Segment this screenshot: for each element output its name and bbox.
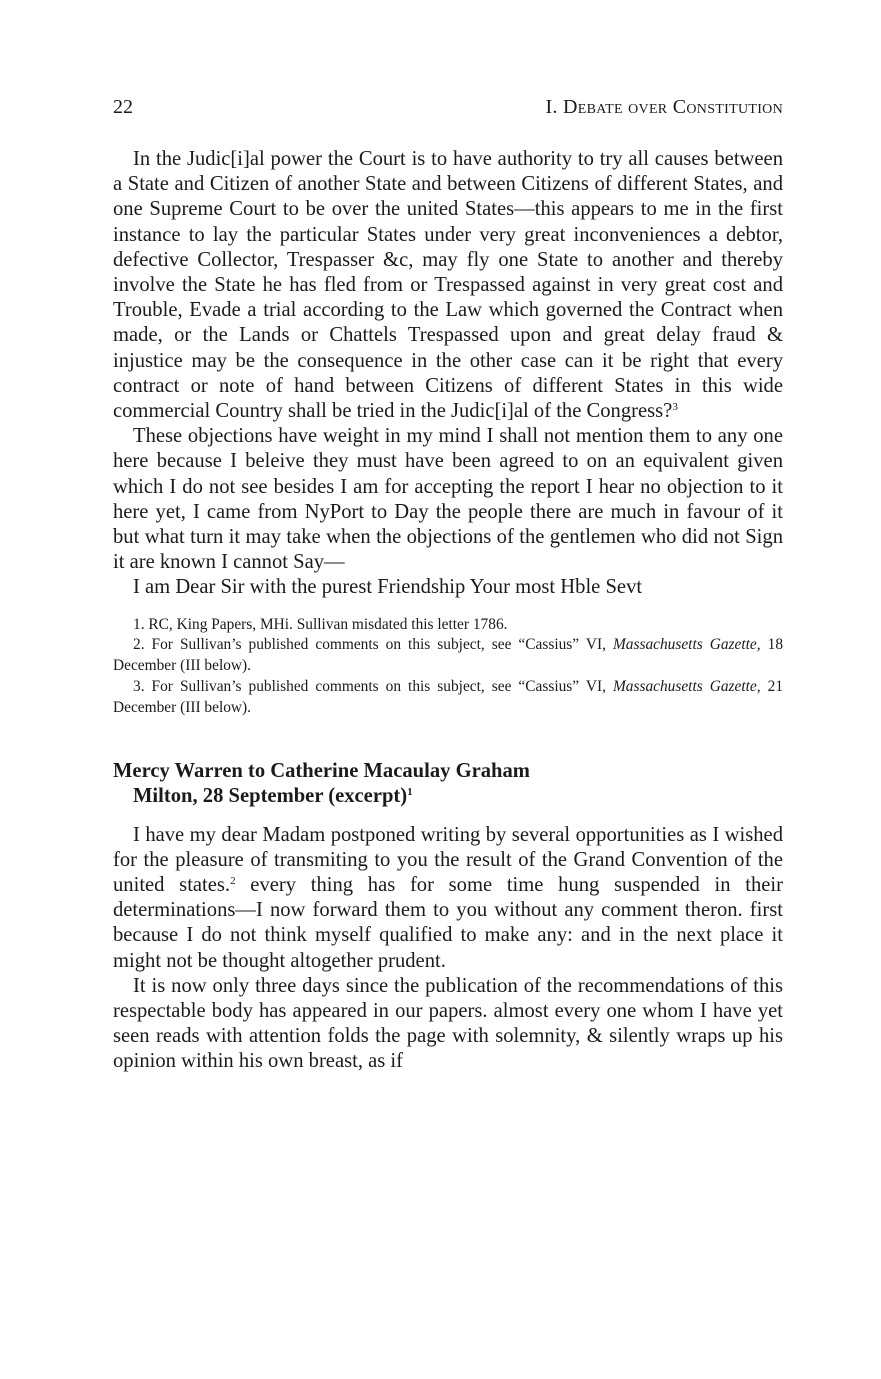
heading-dateline-text: Milton, 28 September (excerpt)	[133, 784, 408, 807]
running-title: I. Debate over Constitution	[545, 96, 783, 118]
document-page	[113, 96, 783, 1075]
letter-warren-body	[113, 823, 783, 1075]
paragraph-text-continued: every thing has for some time hung suspended in their determinations—I now forward them to you without any comment theron. first because I do not think myself qualified to make any: and in the next place it might not be thought altogether prudent.	[113, 874, 784, 972]
paragraph-text: In the Judic[i]al power the Court is to have authority to try all causes between a State and Citizen of another State and between Citizens of different States, and one Supreme Court to be over the united States—this appears to me in the first instance to lay the particular States under very great inconveniences a debtor, defective Collector, Trespasser &c, may fly one State to another and thereby involve the State he has fled from or Trespassed against in very great cost and Trouble, Evade a trial according to the Law which governed the Contract when made, or the Lands or Chattels Trespassed upon and great delay fraud & injustice may be the consequence in the other case can it be right that every contract or note of hand between Citizens of different States in this wide commercial Country shall be tried in the Judic[i]al of the Congress?	[113, 148, 783, 423]
heading-dateline	[113, 784, 783, 809]
footnote-ref: 1	[407, 785, 413, 798]
paragraph-text: I have my dear Madam postponed writing by several opportunities as I wished for the pleasure of transmiting to you the result of the Grand Convention of the united states.	[113, 823, 783, 897]
footnote-italic-source: Massachusetts Gazette,	[612, 636, 761, 654]
paragraph	[113, 823, 783, 974]
heading-title: Mercy Warren to Catherine Macaulay Graham	[113, 759, 530, 782]
footnote-text: 2. For Sullivan’s published comments on this subject, see “Cassius” VI,	[133, 636, 613, 654]
footnote	[113, 615, 783, 636]
document-heading	[113, 759, 783, 809]
running-header	[113, 96, 783, 130]
letter-closing: I am Dear Sir with the purest Friendship Your most Hble Sevt	[133, 576, 643, 599]
footnotes	[113, 615, 783, 719]
footnote	[113, 677, 783, 719]
footnote-italic-source: Massachusetts Gazette,	[612, 678, 761, 696]
footnote-ref: 3	[672, 401, 678, 414]
footnote-ref: 2	[230, 875, 236, 888]
paragraph	[113, 424, 783, 575]
footnote-tail: 21 December (III below).	[113, 678, 784, 716]
page-number: 22	[113, 96, 133, 118]
footnote	[113, 635, 783, 677]
paragraph	[113, 147, 783, 424]
footnote-text: 1. RC, King Papers, MHi. Sullivan misdated this letter 1786.	[133, 615, 508, 633]
letter-sullivan-body	[113, 147, 783, 601]
paragraph: It is now only three days since the publication of the recommendations of this respectable body has appeared in our papers. almost every one whom I have yet seen reads with attention folds the page with solemnity, & silently wraps up his opinion within his own breast, as if	[113, 974, 783, 1073]
paragraph-text: These objections have weight in my mind I shall not mention them to any one here because I beleive they must have been agreed to on an equivalent given which I do not see besides I am for accepting the report I hear no objection to it here yet, I came from NyPort to Day the people there are much in favour of it but what turn it may take when the objections of the gentlemen who did not Sign it are known I cannot Say—	[113, 425, 783, 574]
footnote-tail: 18 December (III below).	[113, 636, 784, 675]
footnote-text: 3. For Sullivan’s published comments on this subject, see “Cassius” VI,	[133, 678, 613, 696]
